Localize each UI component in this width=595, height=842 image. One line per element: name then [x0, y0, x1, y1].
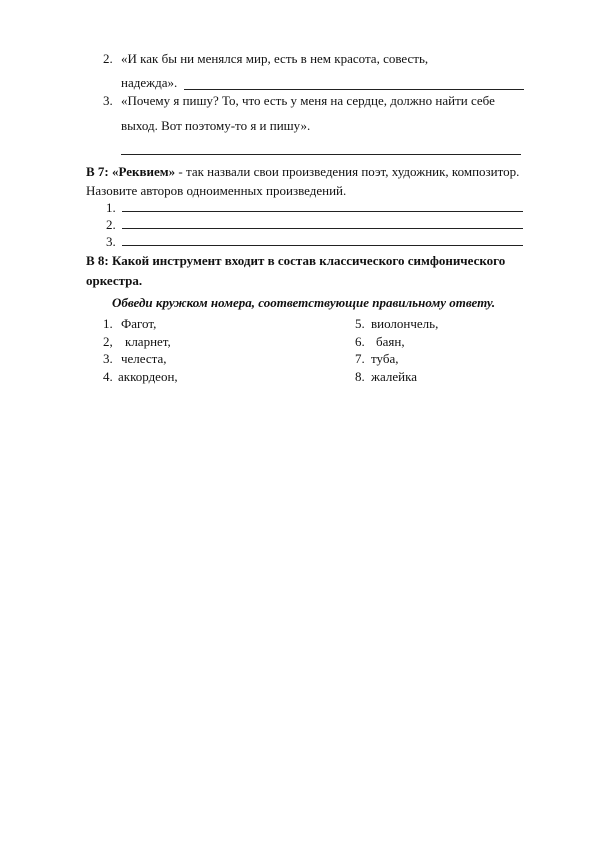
b7-answer-1-number: 1.: [106, 200, 116, 215]
b8-option-2-number[interactable]: 2,: [103, 334, 113, 349]
b8-option-1-number[interactable]: 1.: [103, 316, 113, 331]
b7-answer-1-line[interactable]: [122, 211, 523, 212]
b8-question-text: Какой инструмент входит в состав классического симфонического: [112, 253, 506, 268]
b8-option-2-text: кларнет,: [125, 334, 171, 349]
b8-option-4-text: аккордеон,: [118, 369, 178, 384]
b8-option-8-text: жалейка: [371, 369, 417, 384]
b8-option-7-text: туба,: [371, 351, 399, 366]
b8-option-7-number[interactable]: 7.: [355, 351, 365, 366]
b8-option-5-number[interactable]: 5.: [355, 316, 365, 331]
b7-label: В 7:: [86, 164, 109, 179]
quote-2-answer-line[interactable]: [184, 89, 524, 90]
b8-option-8-number[interactable]: 8.: [355, 369, 365, 384]
b7-text: - так назвали свои произведения поэт, художник, композитор.: [175, 164, 520, 179]
b7-answer-3-number: 3.: [106, 234, 116, 249]
b8-instruction: Обведи кружком номера, соответствующие правильному ответу.: [112, 295, 496, 310]
b8-option-4-number[interactable]: 4.: [103, 369, 113, 384]
b7-question-line2: Назовите авторов одноименных произведений.: [86, 183, 347, 198]
b8-option-3-number[interactable]: 3.: [103, 351, 113, 366]
quote-3-text-line1: «Почему я пишу? То, что есть у меня на сердце, должно найти себе: [121, 93, 495, 108]
b8-option-1-text: Фагот,: [121, 316, 157, 331]
b7-answer-3-line[interactable]: [122, 245, 523, 246]
b8-question-line1: [86, 253, 505, 269]
b8-option-6-text: баян,: [376, 334, 405, 349]
quote-3-text-line2: выход. Вот поэтому-то я и пишу».: [121, 118, 311, 133]
b8-option-5-text: виолончель,: [371, 316, 439, 331]
quote-3-number: 3.: [103, 93, 113, 108]
b7-question-line1: [86, 164, 519, 180]
quote-2-number: 2.: [103, 51, 113, 66]
b7-answer-2-line[interactable]: [122, 228, 523, 229]
b8-option-3-text: челеста,: [121, 351, 167, 366]
quote-2-text-line1: «И как бы ни менялся мир, есть в нем красота, совесть,: [121, 51, 429, 66]
quote-2-text-line2: надежда».: [121, 75, 178, 90]
b8-option-6-number[interactable]: 6.: [355, 334, 365, 349]
quote-3-answer-line[interactable]: [121, 154, 521, 155]
b8-question-line2: оркестра.: [86, 273, 143, 288]
b8-label: В 8:: [86, 253, 109, 268]
b7-answer-2-number: 2.: [106, 217, 116, 232]
b7-lead: «Реквием»: [112, 164, 176, 179]
